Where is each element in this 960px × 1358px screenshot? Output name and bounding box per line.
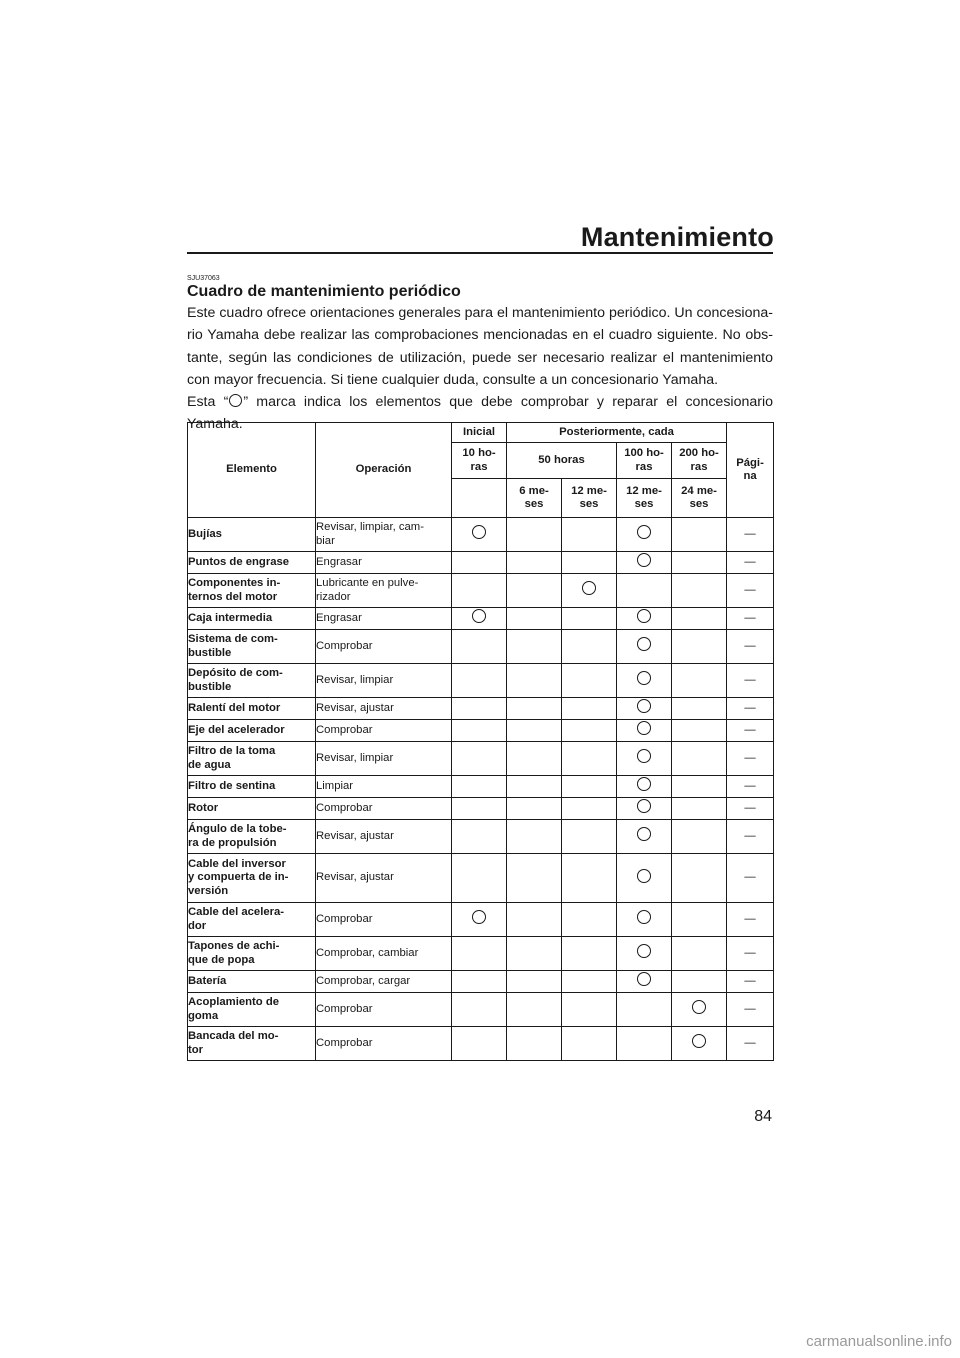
mark-cell	[672, 971, 727, 993]
row-element: Tapones de achi- que de popa	[188, 937, 316, 971]
mark-cell	[452, 798, 507, 820]
mark-cell	[617, 664, 672, 698]
mark-cell	[452, 518, 507, 552]
row-page: —	[727, 698, 774, 720]
circle-mark-icon	[692, 1000, 706, 1014]
section-code: SJU37063	[187, 275, 220, 282]
circle-mark-icon	[582, 581, 596, 595]
mark-cell	[672, 798, 727, 820]
row-element: Filtro de sentina	[188, 776, 316, 798]
mark-cell	[452, 903, 507, 937]
circle-mark-icon	[637, 671, 651, 685]
mark-cell	[507, 742, 562, 776]
row-page: —	[727, 664, 774, 698]
mark-cell	[672, 993, 727, 1027]
mark-cell	[672, 820, 727, 854]
header-months-24: 24 me- ses	[672, 479, 727, 518]
header-page: Pági- na	[727, 423, 774, 518]
mark-cell	[562, 776, 617, 798]
mark-cell	[507, 776, 562, 798]
mark-cell	[617, 798, 672, 820]
mark-cell	[452, 993, 507, 1027]
mark-cell	[617, 608, 672, 630]
mark-cell	[507, 698, 562, 720]
mark-cell	[562, 1027, 617, 1061]
mark-cell	[507, 937, 562, 971]
mark-cell	[672, 854, 727, 903]
row-element: Eje del acelerador	[188, 720, 316, 742]
mark-cell	[452, 776, 507, 798]
row-page: —	[727, 630, 774, 664]
mark-cell	[617, 742, 672, 776]
mark-cell	[562, 903, 617, 937]
mark-cell	[452, 937, 507, 971]
row-operation: Revisar, ajustar	[316, 820, 452, 854]
section-title: Cuadro de mantenimiento periódico	[187, 283, 461, 300]
header-hours-200: 200 ho- ras	[672, 443, 727, 479]
circle-mark-icon	[692, 1034, 706, 1048]
table-row	[188, 937, 774, 971]
circle-mark-icon	[637, 869, 651, 883]
row-element: Puntos de engrase	[188, 552, 316, 574]
row-operation: Comprobar, cargar	[316, 971, 452, 993]
mark-cell	[562, 993, 617, 1027]
table-row	[188, 776, 774, 798]
table-row	[188, 630, 774, 664]
mark-cell	[672, 664, 727, 698]
row-operation: Revisar, ajustar	[316, 854, 452, 903]
row-element: Filtro de la toma de agua	[188, 742, 316, 776]
header-blank	[452, 479, 507, 518]
mark-cell	[452, 1027, 507, 1061]
header-rule	[187, 252, 773, 254]
mark-cell	[562, 854, 617, 903]
circle-mark-icon	[637, 609, 651, 623]
mark-cell	[617, 776, 672, 798]
row-element: Rotor	[188, 798, 316, 820]
table-row	[188, 854, 774, 903]
mark-cell	[617, 1027, 672, 1061]
mark-cell	[562, 742, 617, 776]
mark-cell	[562, 608, 617, 630]
table-row	[188, 720, 774, 742]
circle-mark-icon	[637, 799, 651, 813]
row-page: —	[727, 518, 774, 552]
mark-cell	[617, 630, 672, 664]
mark-cell	[452, 720, 507, 742]
mark-cell	[452, 698, 507, 720]
row-page: —	[727, 798, 774, 820]
row-page: —	[727, 903, 774, 937]
header-element: Elemento	[188, 423, 316, 518]
circle-mark-icon	[472, 525, 486, 539]
symbol-text-before: Esta “	[187, 394, 229, 411]
mark-cell	[672, 518, 727, 552]
row-operation: Revisar, limpiar	[316, 742, 452, 776]
intro-text	[187, 302, 773, 436]
mark-cell	[452, 854, 507, 903]
header-operation: Operación	[316, 423, 452, 518]
row-operation: Comprobar	[316, 720, 452, 742]
row-element: Batería	[188, 971, 316, 993]
mark-cell	[452, 971, 507, 993]
row-page: —	[727, 993, 774, 1027]
mark-cell	[672, 903, 727, 937]
mark-cell	[507, 552, 562, 574]
row-page: —	[727, 608, 774, 630]
row-page: —	[727, 971, 774, 993]
circle-mark-icon	[637, 827, 651, 841]
mark-cell	[507, 1027, 562, 1061]
row-element: Componentes in- ternos del motor	[188, 574, 316, 608]
mark-cell	[452, 552, 507, 574]
mark-cell	[507, 630, 562, 664]
mark-cell	[562, 664, 617, 698]
mark-cell	[507, 608, 562, 630]
watermark: carmanualsonline.info	[806, 1333, 952, 1350]
mark-cell	[562, 630, 617, 664]
circle-mark-icon	[637, 637, 651, 651]
mark-cell	[617, 552, 672, 574]
row-page: —	[727, 1027, 774, 1061]
row-element: Sistema de com- bustible	[188, 630, 316, 664]
mark-cell	[507, 720, 562, 742]
mark-cell	[672, 608, 727, 630]
table-row	[188, 903, 774, 937]
mark-cell	[562, 720, 617, 742]
table-row	[188, 798, 774, 820]
mark-cell	[562, 574, 617, 608]
header-hours-50: 50 horas	[507, 443, 617, 479]
mark-cell	[507, 971, 562, 993]
mark-cell	[452, 742, 507, 776]
row-element: Ángulo de la tobe- ra de propulsión	[188, 820, 316, 854]
mark-cell	[672, 720, 727, 742]
circle-mark-icon	[637, 972, 651, 986]
mark-cell	[452, 574, 507, 608]
row-operation: Revisar, limpiar	[316, 664, 452, 698]
circle-mark-icon	[637, 721, 651, 735]
row-page: —	[727, 552, 774, 574]
circle-mark-icon	[637, 910, 651, 924]
mark-cell	[452, 630, 507, 664]
table-row	[188, 993, 774, 1027]
row-element: Caja intermedia	[188, 608, 316, 630]
mark-cell	[452, 608, 507, 630]
row-operation: Comprobar	[316, 993, 452, 1027]
mark-cell	[507, 903, 562, 937]
table-row	[188, 971, 774, 993]
mark-cell	[562, 518, 617, 552]
row-element: Acoplamiento de goma	[188, 993, 316, 1027]
table-row	[188, 518, 774, 552]
row-operation: Comprobar, cambiar	[316, 937, 452, 971]
row-page: —	[727, 742, 774, 776]
circle-mark-icon	[229, 394, 242, 407]
header-initial: Inicial	[452, 423, 507, 443]
row-operation: Comprobar	[316, 630, 452, 664]
mark-cell	[617, 820, 672, 854]
mark-cell	[562, 552, 617, 574]
mark-cell	[452, 820, 507, 854]
row-operation: Revisar, ajustar	[316, 698, 452, 720]
mark-cell	[452, 664, 507, 698]
mark-cell	[617, 903, 672, 937]
circle-mark-icon	[637, 749, 651, 763]
table-row	[188, 664, 774, 698]
row-element: Cable del acelera- dor	[188, 903, 316, 937]
circle-mark-icon	[472, 609, 486, 623]
row-operation: Engrasar	[316, 608, 452, 630]
mark-cell	[507, 820, 562, 854]
maintenance-table	[187, 422, 774, 1061]
row-operation: Revisar, limpiar, cam- biar	[316, 518, 452, 552]
mark-cell	[617, 854, 672, 903]
circle-mark-icon	[637, 553, 651, 567]
mark-cell	[617, 993, 672, 1027]
mark-cell	[672, 552, 727, 574]
row-element: Bujías	[188, 518, 316, 552]
mark-cell	[507, 798, 562, 820]
intro-paragraph: Este cuadro ofrece orientaciones generales para el mantenimiento periódico. Un concesionario Yamaha debe realizar las comprobaciones mencionadas en el cuadro siguiente. No obstante, según las condiciones de utilización, puede ser necesario realizar el mantenimiento con mayor frecuencia. Si tiene cualquier duda, consulte a un concesionario Yamaha.	[187, 305, 773, 388]
mark-cell	[562, 820, 617, 854]
mark-cell	[672, 742, 727, 776]
mark-cell	[672, 630, 727, 664]
row-operation: Lubricante en pulve- rizador	[316, 574, 452, 608]
row-page: —	[727, 776, 774, 798]
row-operation: Limpiar	[316, 776, 452, 798]
mark-cell	[617, 971, 672, 993]
mark-cell	[672, 937, 727, 971]
table-row	[188, 552, 774, 574]
mark-cell	[617, 574, 672, 608]
row-page: —	[727, 854, 774, 903]
table-row	[188, 574, 774, 608]
header-months-6: 6 me- ses	[507, 479, 562, 518]
page-number: 84	[754, 1108, 772, 1125]
mark-cell	[617, 720, 672, 742]
mark-cell	[562, 937, 617, 971]
row-page: —	[727, 574, 774, 608]
mark-cell	[562, 698, 617, 720]
circle-mark-icon	[637, 699, 651, 713]
row-element: Depósito de com- bustible	[188, 664, 316, 698]
mark-cell	[507, 518, 562, 552]
table-row	[188, 698, 774, 720]
row-operation: Comprobar	[316, 903, 452, 937]
symbol-text-after: ” marca indica los elementos que debe comprobar y reparar el concesionario Yamaha.	[187, 394, 774, 433]
circle-mark-icon	[637, 777, 651, 791]
header-hours-10: 10 ho- ras	[452, 443, 507, 479]
mark-cell	[617, 698, 672, 720]
row-page: —	[727, 820, 774, 854]
row-page: —	[727, 937, 774, 971]
header-hours-100: 100 ho- ras	[617, 443, 672, 479]
row-page: —	[727, 720, 774, 742]
mark-cell	[672, 776, 727, 798]
table-body	[188, 518, 774, 1061]
header-after: Posteriormente, cada	[507, 423, 727, 443]
circle-mark-icon	[637, 944, 651, 958]
header-months-12b: 12 me- ses	[617, 479, 672, 518]
mark-cell	[672, 574, 727, 608]
mark-cell	[507, 854, 562, 903]
mark-cell	[672, 698, 727, 720]
mark-cell	[617, 937, 672, 971]
table-row	[188, 742, 774, 776]
mark-cell	[562, 798, 617, 820]
mark-cell	[507, 993, 562, 1027]
mark-cell	[507, 664, 562, 698]
mark-cell	[562, 971, 617, 993]
table-row	[188, 820, 774, 854]
row-element: Bancada del mo- tor	[188, 1027, 316, 1061]
mark-cell	[617, 518, 672, 552]
mark-cell	[672, 1027, 727, 1061]
row-operation: Comprobar	[316, 1027, 452, 1061]
row-operation: Engrasar	[316, 552, 452, 574]
table-row	[188, 608, 774, 630]
row-element: Cable del inversor y compuerta de in- versión	[188, 854, 316, 903]
page-title: Mantenimiento	[580, 222, 774, 252]
mark-cell	[507, 574, 562, 608]
header-months-12a: 12 me- ses	[562, 479, 617, 518]
circle-mark-icon	[472, 910, 486, 924]
table-row	[188, 1027, 774, 1061]
row-element: Ralentí del motor	[188, 698, 316, 720]
circle-mark-icon	[637, 525, 651, 539]
row-operation: Comprobar	[316, 798, 452, 820]
